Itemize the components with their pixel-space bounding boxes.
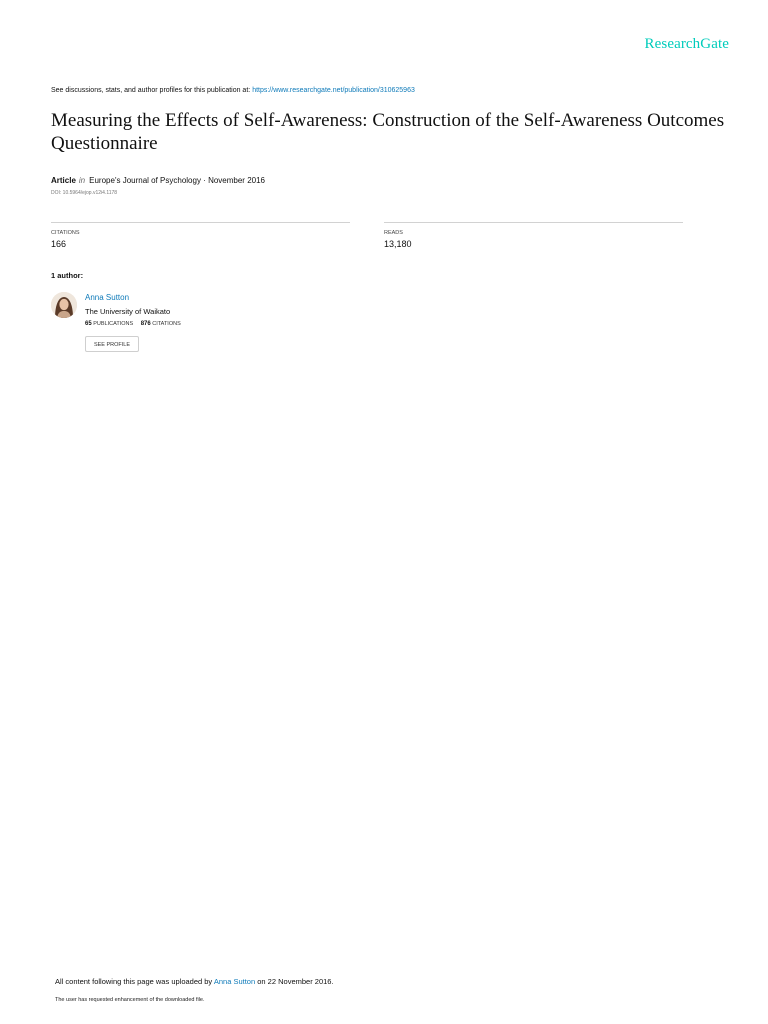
citations-value: 166	[51, 239, 67, 249]
author-photo-icon	[51, 292, 77, 318]
researchgate-logo[interactable]: ResearchGate	[644, 36, 729, 52]
author-avatar[interactable]	[51, 292, 77, 318]
citations-divider	[51, 222, 350, 223]
reads-divider	[384, 222, 683, 223]
upload-prefix: All content following this page was uploaded by	[55, 977, 213, 986]
intro-line	[51, 87, 415, 94]
authors-heading: 1 author:	[51, 271, 84, 280]
publication-type: Article	[51, 176, 76, 185]
intro-text: See discussions, stats, and author profiles for this publication at:	[51, 87, 251, 94]
upload-suffix: on 22 November 2016.	[257, 977, 334, 986]
reads-label: READS	[384, 230, 403, 236]
see-profile-button[interactable]: SEE PROFILE	[85, 336, 139, 352]
uploader-link[interactable]: Anna Sutton	[213, 977, 256, 986]
publication-venue: Europe's Journal of Psychology · November 2016	[89, 176, 265, 185]
author-name-link[interactable]: Anna Sutton	[85, 293, 130, 302]
publication-title: Measuring the Effects of Self-Awareness: Construction of the Self-Awareness Outcomes Questionnaire	[51, 110, 725, 154]
in-word: in	[78, 176, 86, 185]
author-institution: The University of Waikato	[85, 307, 171, 316]
reads-value: 13,180	[384, 239, 412, 249]
citations-label: CITATIONS	[51, 230, 80, 236]
publication-doi: DOI: 10.5964/ejop.v12i4.1178	[51, 190, 118, 196]
author-publications-count: 65	[85, 321, 92, 327]
upload-notice	[55, 977, 334, 986]
author-citations-label: CITATIONS	[152, 321, 181, 327]
publication-meta	[51, 176, 265, 185]
enhancement-note: The user has requested enhancement of the downloaded file.	[55, 997, 205, 1003]
author-publications-label: PUBLICATIONS	[93, 321, 134, 327]
author-stats	[85, 321, 181, 327]
author-citations-count: 876	[140, 321, 151, 327]
publication-url-link[interactable]: https://www.researchgate.net/publication/310625963	[252, 87, 415, 94]
